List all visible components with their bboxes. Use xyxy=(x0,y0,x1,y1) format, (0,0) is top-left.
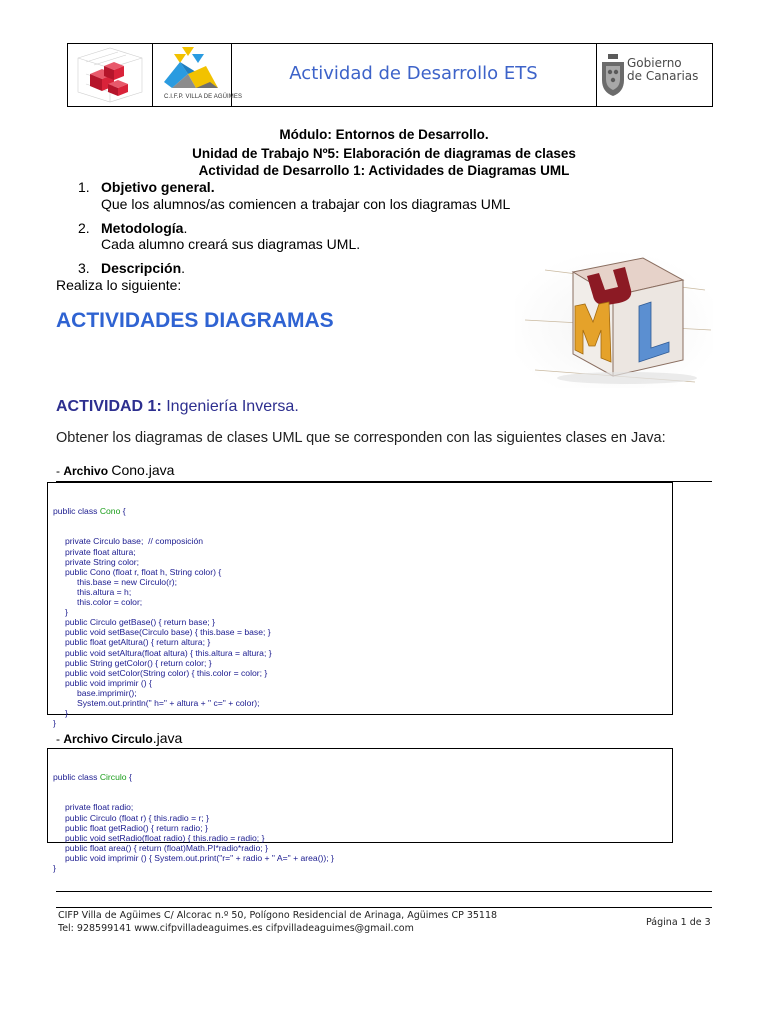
realiza-text: Realiza lo siguiente: xyxy=(56,277,182,293)
list-title-2-text: Metodología xyxy=(101,220,184,236)
file-name: .java xyxy=(152,730,183,746)
code-keyword: public class xyxy=(53,772,100,783)
code-box-cono xyxy=(47,482,673,729)
code-line: public void setColor(String color) { this.color = color; } xyxy=(65,667,268,678)
gobierno-logo xyxy=(595,44,712,106)
list-text-1: Que los alumnos/as comiencen a trabajar con los diagramas UML xyxy=(101,196,511,212)
list-title-3-suffix: . xyxy=(181,260,186,276)
list-num-3: 3. xyxy=(78,260,90,276)
code-line xyxy=(53,772,672,782)
list-num-2: 2. xyxy=(78,220,90,236)
uml-cube-icon xyxy=(515,250,713,388)
file-name: Cono.java xyxy=(111,462,175,478)
code-line: public float getRadio() { return radio; } xyxy=(65,822,208,833)
modulo-line: Módulo: Entornos de Desarrollo. xyxy=(279,127,489,142)
file-prefix: - xyxy=(56,464,64,478)
list-title-2 xyxy=(101,220,187,236)
code-line: public Circulo getBase() { return base; } xyxy=(65,617,215,628)
code-line: public void imprimir () { xyxy=(65,677,152,688)
code-line: public float area() { return (float)Math.PI*radio*radio; } xyxy=(65,842,269,853)
code-line: this.altura = h; xyxy=(77,586,132,597)
code-class-name: Cono xyxy=(99,506,121,517)
footer-rule-top xyxy=(56,891,712,892)
list-title-2-suffix: . xyxy=(183,220,188,236)
code-keyword: public class xyxy=(53,506,100,517)
code-listing-circulo xyxy=(48,749,672,873)
code-line: } xyxy=(53,718,56,729)
footer-contact: Tel: 928599141 www.cifpvilladeaguimes.es cifpvilladeaguimes@gmail.com xyxy=(58,923,414,934)
uml-cube-image xyxy=(515,250,713,388)
code-line: private Circulo base; // composición xyxy=(65,536,204,547)
code-line: public void imprimir () { System.out.print("r=" + radio + " A=" + area()); } xyxy=(65,852,334,863)
code-line: base.imprimir(); xyxy=(77,687,137,698)
file-archivo-label: Archivo Circulo xyxy=(63,732,153,746)
code-line: this.color = color; xyxy=(77,597,143,608)
code-line: } xyxy=(53,863,56,874)
code-brace: { xyxy=(126,772,132,783)
list-title-1: Objetivo general. xyxy=(101,179,215,195)
gobierno-shield-icon xyxy=(599,54,627,98)
file-label-cono xyxy=(56,462,174,478)
code-line: private String color; xyxy=(65,556,140,567)
code-line: private float radio; xyxy=(65,802,134,813)
list-title-3 xyxy=(101,260,185,276)
code-line: public Cono (float r, float h, String color) { xyxy=(65,566,222,577)
code-line: public Circulo (float r) { this.radio = r; } xyxy=(65,812,210,823)
cifp-logo-caption: C.I.F.P. VILLA DE AGÜIMES xyxy=(164,94,243,100)
code-box-circulo xyxy=(47,748,673,874)
activity-heading xyxy=(56,398,299,416)
code-line: private float altura; xyxy=(65,546,136,557)
footer-rule-bottom xyxy=(56,907,712,908)
code-line: System.out.println(" h=" + altura + " c=" + color); xyxy=(77,697,260,708)
section-heading: ACTIVIDADES DIAGRAMAS xyxy=(56,309,334,332)
footer-address: CIFP Villa de Agüimes C/ Alcorac n.º 50, Polígono Residencial de Arinaga, Agüimes CP 35118 xyxy=(58,910,498,921)
list-num-1: 1. xyxy=(78,179,90,195)
cube-logo-icon xyxy=(68,44,152,106)
code-line: public float getAltura() { return altura; } xyxy=(65,637,211,648)
footer-page-number: Página 1 de 3 xyxy=(646,917,711,928)
code-line: } xyxy=(65,708,68,719)
code-line: public String getColor() { return color; } xyxy=(65,657,212,668)
document-title: Actividad de Desarrollo ETS xyxy=(289,63,538,84)
code-line: public void setRadio(float radio) { this.radio = radio; } xyxy=(65,832,265,843)
code-line xyxy=(53,506,672,516)
list-title-3-text: Descripción xyxy=(101,260,182,276)
gobierno-line2: de Canarias xyxy=(627,69,699,83)
gobierno-line1: Gobierno xyxy=(627,56,682,70)
logo-cell-cube xyxy=(68,44,153,106)
code-brace: { xyxy=(120,506,126,517)
file-label-circulo xyxy=(56,730,182,746)
file-prefix: - xyxy=(56,732,64,746)
code-line: } xyxy=(65,607,68,618)
code-line: public void setAltura(float altura) { this.altura = altura; } xyxy=(65,647,272,658)
code-line: public void setBase(Circulo base) { this.base = base; } xyxy=(65,627,271,638)
unidad-line: Unidad de Trabajo Nº5: Elaboración de diagramas de clases xyxy=(192,146,576,161)
logo-cell-cifp xyxy=(152,44,243,106)
code-class-name: Circulo xyxy=(99,772,127,783)
activity-name: Ingeniería Inversa. xyxy=(166,398,299,415)
title-cell xyxy=(231,44,597,106)
activity-instruction: Obtener los diagramas de clases UML que se corresponden con las siguientes clases en Java: xyxy=(56,430,666,446)
list-text-2: Cada alumno creará sus diagramas UML. xyxy=(101,236,361,252)
gobierno-text xyxy=(627,57,698,83)
file-archivo-label: Archivo xyxy=(63,464,109,478)
code-line: this.base = new Circulo(r); xyxy=(77,576,178,587)
code-listing-cono xyxy=(48,483,672,728)
activity-label: ACTIVIDAD 1: xyxy=(56,398,162,415)
actividad-line: Actividad de Desarrollo 1: Actividades de Diagramas UML xyxy=(198,163,570,178)
